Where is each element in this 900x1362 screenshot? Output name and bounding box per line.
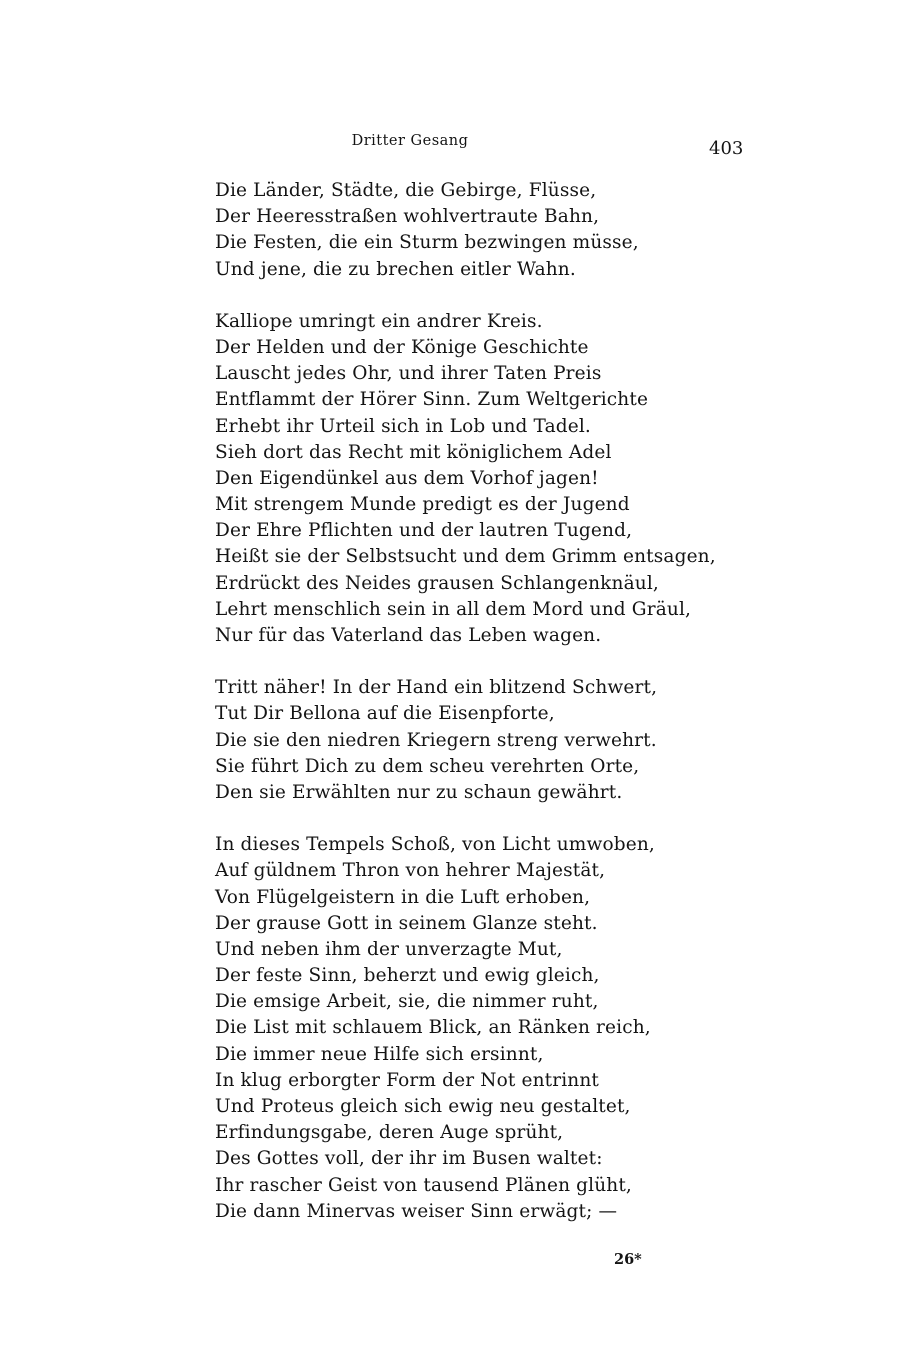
verse-line: In dieses Tempels Schoß, von Licht umwoben, bbox=[215, 834, 655, 856]
verse-line: Die dann Minervas weiser Sinn erwägt; — bbox=[215, 1200, 618, 1222]
verse-line: Und jene, die zu brechen eitler Wahn. bbox=[215, 258, 576, 280]
verse-line: Lehrt menschlich sein in all dem Mord und Gräul, bbox=[215, 598, 692, 620]
stanza bbox=[215, 309, 855, 649]
page-number: 403 bbox=[709, 138, 744, 159]
verse-line: Die emsige Arbeit, sie, die nimmer ruht, bbox=[215, 991, 599, 1013]
verse-line: Und Proteus gleich sich ewig neu gestaltet, bbox=[215, 1096, 631, 1117]
verse-line: Der Heeresstraßen wohlvertraute Bahn, bbox=[215, 206, 600, 228]
verse-line: Die immer neue Hilfe sich ersinnt, bbox=[215, 1043, 544, 1065]
verse-line: Der grause Gott in seinem Glanze steht. bbox=[215, 912, 598, 934]
verse-line: Auf güldnem Thron von hehrer Majestät, bbox=[215, 860, 606, 882]
verse-line: Der Ehre Pflichten und der lautren Tugend, bbox=[215, 520, 633, 542]
verse-line: Den sie Erwählten nur zu schaun gewährt. bbox=[215, 781, 623, 803]
signature-mark: 26* bbox=[614, 1251, 642, 1268]
verse-line: Von Flügelgeistern in die Luft erhoben, bbox=[215, 886, 591, 908]
verse-line: Erhebt ihr Urteil sich in Lob und Tadel. bbox=[215, 415, 591, 437]
verse-line: Nur für das Vaterland das Leben wagen. bbox=[215, 625, 602, 646]
verse-line: Sieh dort das Recht mit königlichem Adel bbox=[215, 441, 612, 463]
verse-line: Den Eigendünkel aus dem Vorhof jagen! bbox=[215, 467, 599, 489]
stanza bbox=[215, 675, 855, 806]
verse-line: Ihr rascher Geist von tausend Plänen glüht, bbox=[215, 1174, 632, 1196]
verse-line: Der Helden und der Könige Geschichte bbox=[215, 336, 589, 358]
verse-line: Erdrückt des Neides grausen Schlangenknäul, bbox=[215, 572, 659, 594]
verse-line: Erfindungsgabe, deren Auge sprüht, bbox=[215, 1122, 564, 1144]
verse-line: Die List mit schlauem Blick, an Ränken reich, bbox=[215, 1017, 651, 1039]
verse-line: Tritt näher! In der Hand ein blitzend Schwert, bbox=[215, 677, 658, 699]
stanza bbox=[215, 832, 855, 1225]
verse-line: Entflammt der Hörer Sinn. Zum Weltgerichte bbox=[215, 389, 649, 411]
verse-line: Mit strengem Munde predigt es der Jugend bbox=[215, 494, 630, 516]
verse-line: Heißt sie der Selbstsucht und dem Grimm entsagen, bbox=[215, 546, 716, 568]
verse-line: Der feste Sinn, beherzt und ewig gleich, bbox=[215, 965, 600, 987]
verse-line: Kalliope umringt ein andrer Kreis. bbox=[215, 310, 543, 332]
stanza bbox=[215, 178, 855, 283]
running-head: Dritter Gesang bbox=[351, 133, 469, 149]
verse-line: Des Gottes voll, der ihr im Busen waltet: bbox=[215, 1148, 603, 1170]
verse-line: Tut Dir Bellona auf die Eisenpforte, bbox=[215, 703, 555, 725]
verse-line: Die sie den niedren Kriegern streng verwehrt. bbox=[215, 729, 657, 751]
verse-line: In klug erborgter Form der Not entrinnt bbox=[215, 1069, 599, 1091]
verse-line: Die Länder, Städte, die Gebirge, Flüsse, bbox=[215, 180, 597, 201]
poem-body bbox=[215, 178, 855, 1251]
verse-line: Sie führt Dich zu dem scheu verehrten Orte, bbox=[215, 755, 640, 777]
verse-line: Lauscht jedes Ohr, und ihrer Taten Preis bbox=[215, 363, 602, 385]
verse-line: Und neben ihm der unverzagte Mut, bbox=[215, 938, 563, 960]
verse-line: Die Festen, die ein Sturm bezwingen müsse, bbox=[215, 232, 639, 254]
